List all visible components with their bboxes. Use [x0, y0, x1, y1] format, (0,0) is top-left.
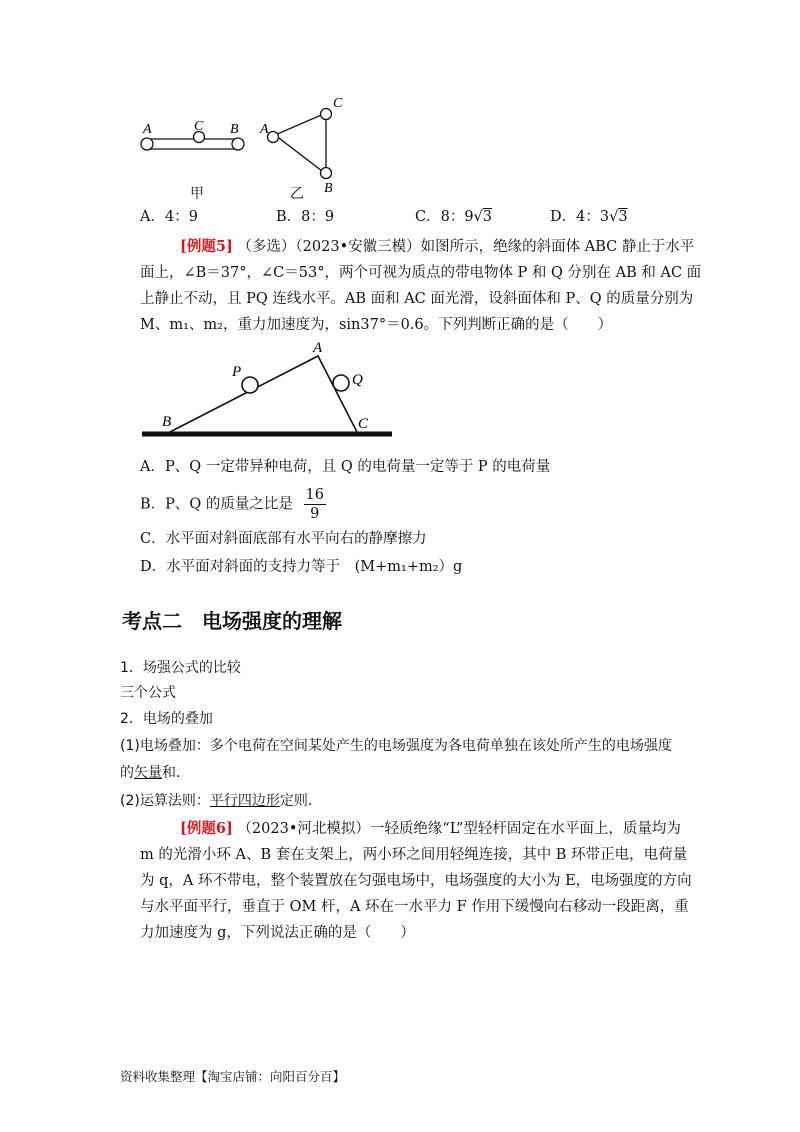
caption-yi: 乙	[290, 186, 304, 202]
example6-tag: [例题6]	[180, 820, 233, 837]
incline-label-b: B	[162, 414, 172, 430]
operation-rule-prefix: (2)运算法则：	[120, 793, 210, 809]
fig1-label-a: A	[143, 122, 152, 137]
fig1-label-c: C	[194, 119, 204, 134]
fraction-numerator: 16	[305, 487, 324, 503]
operation-rule-line	[120, 792, 322, 810]
example5-line-3: 上静止不动，且 PQ 连线水平。AB 面和 AC 面光滑，设斜面体和 P、Q 的质量分别为	[140, 291, 694, 307]
q4-option-c-text: C．8：9	[415, 209, 474, 225]
superposition-suffix: 和．	[162, 765, 190, 781]
example5-option-b-text: B．P、Q 的质量之比是	[140, 496, 293, 513]
sqrt-symbol: √	[473, 209, 483, 225]
example5-option-c: C．水平面对斜面底部有水平向右的静摩擦力	[140, 531, 427, 547]
q4-option-d	[550, 208, 628, 226]
fig1r-label-b: B	[324, 181, 333, 196]
q4-option-b: B．8：9	[276, 209, 335, 225]
incline-label-q: Q	[352, 372, 363, 388]
example5-tag: [例题5]	[180, 238, 233, 255]
section-item-1: 1．场强公式的比较	[120, 660, 241, 676]
example5-line-1	[180, 238, 694, 256]
example5-option-b	[140, 486, 326, 523]
example5-option-a: A．P、Q 一定带异种电荷，且 Q 的电荷量一定等于 P 的电荷量	[140, 459, 551, 475]
fig1r-label-c: C	[333, 96, 343, 111]
q4-option-d-text: D．4：3	[550, 209, 610, 225]
fraction-denominator: 9	[310, 506, 320, 522]
example6-line-5: 力加速度为 g，下列说法正确的是（ ）	[140, 925, 415, 941]
example6-text-1: （2023•河北模拟）一轻质绝缘“L”型轻杆固定在水平面上，质量均为	[237, 821, 681, 837]
figure-jia	[141, 119, 244, 150]
caption-jia: 甲	[190, 186, 204, 202]
fig1r-label-a: A	[260, 122, 269, 137]
example6-line-3: 为 q，A 环不带电，整个装置放在匀强电场中，电场强度的大小为 E，电场强度的方向	[140, 873, 692, 889]
superposition-line-1: (1)电场叠加：多个电荷在空间某处产生的电场强度为各电荷单独在该处所产生的电场强度	[120, 738, 672, 754]
superposition-line-2	[120, 764, 190, 782]
ring-figure	[130, 90, 360, 210]
example6-line-1	[180, 820, 681, 838]
section-item-1-sub: 三个公式	[120, 685, 176, 701]
sqrt-symbol: √	[609, 209, 619, 225]
figure-yi	[259, 96, 343, 196]
example5-text-1: （多选）（2023•安徽三模）如图所示，绝缘的斜面体 ABC 静止于水平	[237, 239, 695, 255]
incline-label-c: C	[358, 416, 369, 432]
section-item-2: 2．电场的叠加	[120, 711, 213, 727]
operation-rule-suffix: 定则．	[279, 793, 322, 809]
example5-line-4: M、m₁、m₂，重力加速度为，sin37°＝0.6。下列判断正确的是（ ）	[140, 317, 613, 333]
example5-line-2: 面上，∠B＝37°，∠C＝53°，两个可视为质点的带电物体 P 和 Q 分别在 AB 和 AC 面	[140, 265, 702, 281]
section-title: 考点二 电场强度的理解	[122, 609, 342, 633]
footer-note: 资料收集整理【淘宝店铺：向阳百分百】	[120, 1069, 346, 1084]
example6-line-2: m 的光滑小环 A、B 套在支架上，两小环之间用轻绳连接，其中 B 环带正电，电荷量	[140, 847, 688, 863]
mass-ratio-fraction	[304, 486, 326, 523]
incline-label-p: P	[232, 364, 242, 380]
parallelogram-term: 平行四边形	[209, 793, 280, 809]
q4-option-c-root: 3	[482, 209, 493, 225]
incline-figure	[140, 338, 400, 448]
q4-option-c	[415, 208, 492, 226]
example6-line-4: 与水平面平行，垂直于 OM 杆，A 环在一水平力 F 作用下缓慢向右移动一段距离，重	[140, 899, 689, 915]
q4-option-a: A．4：9	[140, 209, 198, 225]
superposition-prefix: 的	[120, 765, 134, 781]
fig1-label-b: B	[230, 122, 239, 137]
vector-term: 矢量	[134, 765, 162, 781]
example5-option-d: D．水平面对斜面的支持力等于 (M+m₁+m₂）g	[140, 559, 463, 575]
q4-option-d-root: 3	[618, 209, 628, 225]
incline-label-a: A	[313, 340, 323, 356]
